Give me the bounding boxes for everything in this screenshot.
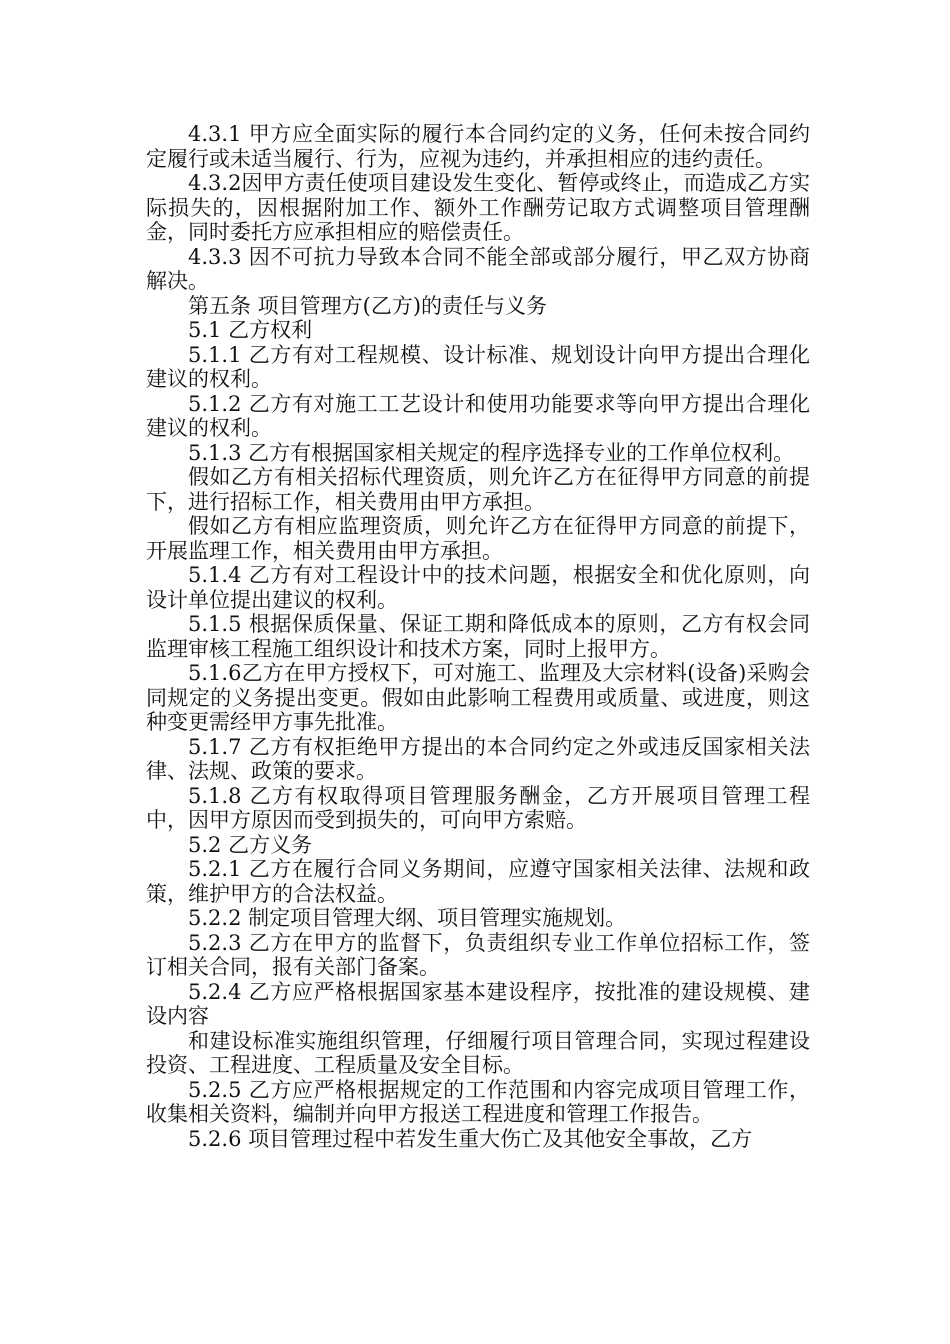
paragraph-4-3-2: 4.3.2因甲方责任使项目建设发生变化、暂停或终止，而造成乙方实际损失的，因根据附加工作、额外工作酬劳记取方式调整项目管理酬金，同时委托方应承担相应的赔偿责任。 xyxy=(146,171,810,244)
paragraph-bidding-agency: 假如乙方有相关招标代理资质，则允许乙方在征得甲方同意的前提下，进行招标工作，相关费用由甲方承担。 xyxy=(146,465,810,514)
paragraph-supervision-qualification: 假如乙方有相应监理资质，则允许乙方在征得甲方同意的前提下，开展监理工作，相关费用由甲方承担。 xyxy=(146,514,810,563)
paragraph-5-1-8: 5.1.8 乙方有权取得项目管理服务酬金，乙方开展项目管理工程中，因甲方原因而受到损失的，可向甲方索赔。 xyxy=(146,783,810,832)
paragraph-5-1-5: 5.1.5 根据保质保量、保证工期和降低成本的原则，乙方有权会同监理审核工程施工组织设计和技术方案，同时上报甲方。 xyxy=(146,612,810,661)
paragraph-5-2-5: 5.2.5 乙方应严格根据规定的工作范围和内容完成项目管理工作，收集相关资料，编制并向甲方报送工程进度和管理工作报告。 xyxy=(146,1077,810,1126)
paragraph-5-2-1: 5.2.1 乙方在履行合同义务期间，应遵守国家相关法律、法规和政策，维护甲方的合法权益。 xyxy=(146,857,810,906)
paragraph-4-3-1: 4.3.1 甲方应全面实际的履行本合同约定的义务，任何未按合同约定履行或未适当履行、行为，应视为违约，并承担相应的违约责任。 xyxy=(146,122,810,171)
paragraph-5-1-7: 5.1.7 乙方有权拒绝甲方提出的本合同约定之外或违反国家相关法律、法规、政策的要求。 xyxy=(146,734,810,783)
paragraph-5-2-4-continued: 和建设标准实施组织管理，仔细履行项目管理合同，实现过程建设投资、工程进度、工程质量及安全目标。 xyxy=(146,1028,810,1077)
document-page xyxy=(146,122,810,1151)
section-5-2-heading: 5.2 乙方义务 xyxy=(188,832,313,857)
paragraph-5-2-3: 5.2.3 乙方在甲方的监督下，负责组织专业工作单位招标工作，签订相关合同，报有关部门备案。 xyxy=(146,930,810,979)
paragraph-5-1-2: 5.1.2 乙方有对施工工艺设计和使用功能要求等向甲方提出合理化建议的权利。 xyxy=(146,391,810,440)
paragraph-5-1-1: 5.1.1 乙方有对工程规模、设计标准、规划设计向甲方提出合理化建议的权利。 xyxy=(146,342,810,391)
paragraph-5-1-4: 5.1.4 乙方有对工程设计中的技术问题，根据安全和优化原则，向设计单位提出建议的权利。 xyxy=(146,563,810,612)
paragraph-4-3-3: 4.3.3 因不可抗力导致本合同不能全部或部分履行，甲乙双方协商解决。 xyxy=(146,244,810,293)
paragraph-5-1-6: 5.1.6乙方在甲方授权下，可对施工、监理及大宗材料(设备)采购会同规定的义务提出变更。假如由此影响工程费用或质量、或进度，则这种变更需经甲方事先批准。 xyxy=(146,661,810,734)
section-5-1-heading: 5.1 乙方权利 xyxy=(188,318,313,342)
paragraph-5-2-2: 5.2.2 制定项目管理大纲、项目管理实施规划。 xyxy=(188,906,627,930)
paragraph-5-2-4: 5.2.4 乙方应严格根据国家基本建设程序，按批准的建设规模、建设内容 xyxy=(146,979,810,1028)
paragraph-5-1-3: 5.1.3 乙方有根据国家相关规定的程序选择专业的工作单位权利。 xyxy=(188,440,795,465)
paragraph-5-2-6: 5.2.6 项目管理过程中若发生重大伤亡及其他安全事故，乙方 xyxy=(188,1126,753,1151)
article-5-heading: 第五条 项目管理方(乙方)的责任与义务 xyxy=(188,293,548,318)
